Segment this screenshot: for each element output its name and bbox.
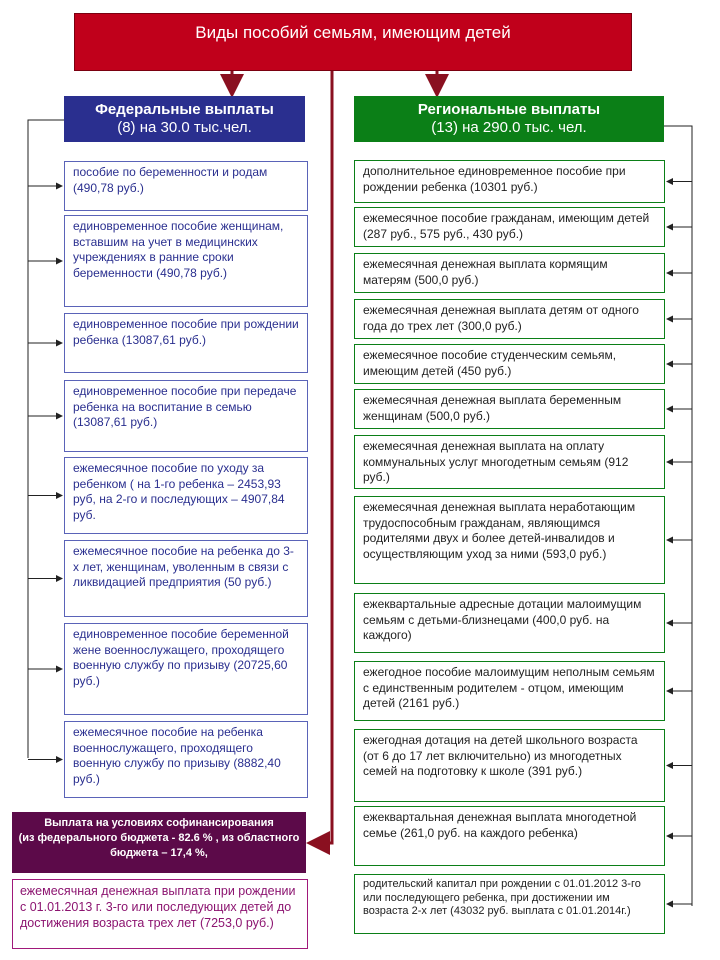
federal-item: пособие по беременности и родам (490,78 руб.): [64, 161, 308, 211]
federal-title: Федеральные выплаты: [95, 101, 274, 118]
regional-item: ежемесячная денежная выплата неработающим трудоспособным гражданам, являющимся родителями двух и более детей-инвалидов и осуществляющим уход за ними (593,0 руб.): [354, 496, 665, 584]
regional-header: [354, 96, 664, 142]
federal-item: единовременное пособие беременной жене военнослужащего, проходящего военную службу по призыву (20725,60 руб.): [64, 623, 308, 715]
cofinancing-header: [12, 812, 306, 873]
regional-item: ежемесячное пособие гражданам, имеющим детей (287 руб., 575 руб., 430 руб.): [354, 207, 665, 247]
regional-title: Региональные выплаты: [417, 101, 601, 118]
regional-item: ежемесячная денежная выплата на оплату коммунальных услуг многодетным семьям (912 руб.): [354, 435, 665, 489]
regional-item: ежегодное пособие малоимущим неполным семьям с единственным родителем - отцом, имеющим детей (2161 руб.): [354, 661, 665, 721]
regional-item: дополнительное единовременное пособие при рождении ребенка (10301 руб.): [354, 160, 665, 203]
federal-item: ежемесячное пособие на ребенка военнослужащего, проходящего военную службу по призыву (8882,40 руб.): [64, 721, 308, 798]
federal-item: единовременное пособие при рождении ребенка (13087,61 руб.): [64, 313, 308, 373]
cofinancing-title: Выплата на условиях софинансирования: [44, 817, 274, 829]
cofinancing-item: ежемесячная денежная выплата при рождении с 01.01.2013 г. 3-го или последующих детей до достижения возраста трех лет (7253,0 руб.): [12, 879, 308, 949]
federal-subtitle: (8) на 30.0 тыс.чел.: [117, 119, 252, 136]
federal-item: единовременное пособие при передаче ребенка на воспитание в семью (13087,61 руб.): [64, 380, 308, 452]
federal-item: ежемесячное пособие на ребенка до 3-х лет, женщинам, уволенным в связи с ликвидацией предприятия (50 руб.): [64, 540, 308, 617]
regional-item: ежемесячная денежная выплата кормящим матерям (500,0 руб.): [354, 253, 665, 293]
regional-item: ежемесячная денежная выплата беременным женщинам (500,0 руб.): [354, 389, 665, 429]
regional-item: ежемесячная денежная выплата детям от одного года до трех лет (300,0 руб.): [354, 299, 665, 339]
regional-subtitle: (13) на 290.0 тыс. чел.: [431, 119, 587, 136]
federal-item: единовременное пособие женщинам, вставшим на учет в медицинских учреждениях в ранние сроки беременности (490,78 руб.): [64, 215, 308, 307]
regional-item: родительский капитал при рождении с 01.01.2012 3-го или последующего ребенка, при достижении им возраста 2-х лет (43032 руб. выплата с 01.01.2014г.): [354, 874, 665, 934]
federal-item: ежемесячное пособие по уходу за ребенком ( на 1-го ребенка – 2453,93 руб, на 2-го и последующих – 4907,84 руб.: [64, 457, 308, 534]
cofinancing-subtitle: (из федерального бюджета - 82.6 % , из областного бюджета – 17,4 %,: [18, 832, 300, 859]
regional-item: ежегодная дотация на детей школьного возраста (от 6 до 17 лет включительно) из многодетных семей на подготовку к школе (391 руб.): [354, 729, 665, 802]
regional-item: ежеквартальные адресные дотации малоимущим семьям с детьми-близнецами (400,0 руб. на каждого): [354, 593, 665, 653]
regional-item: ежеквартальная денежная выплата многодетной семье (261,0 руб. на каждого ребенка): [354, 806, 665, 866]
regional-item: ежемесячное пособие студенческим семьям, имеющим детей (450 руб.): [354, 344, 665, 384]
page-title: Виды пособий семьям, имеющим детей: [74, 13, 632, 71]
federal-header: [64, 96, 305, 142]
